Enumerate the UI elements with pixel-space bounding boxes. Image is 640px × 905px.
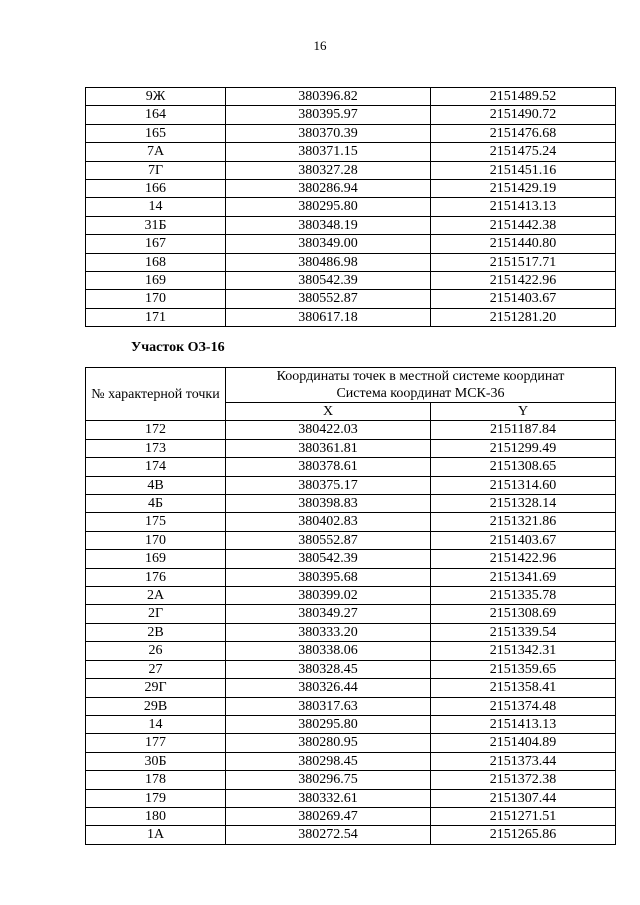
point-number-cell: 168	[86, 253, 226, 271]
x-coordinate-cell: 380361.81	[226, 439, 431, 457]
x-coordinate-cell: 380296.75	[226, 771, 431, 789]
y-coordinate-cell: 2151413.13	[431, 198, 616, 216]
page-number: 16	[313, 38, 327, 53]
point-number-cell: 31Б	[86, 216, 226, 234]
table-row	[86, 807, 616, 825]
x-coordinate-cell: 380269.47	[226, 807, 431, 825]
table-row	[86, 161, 616, 179]
table-row	[86, 495, 616, 513]
y-coordinate-cell: 2151308.69	[431, 605, 616, 623]
table-row	[86, 660, 616, 678]
point-number-cell: 167	[86, 235, 226, 253]
y-coordinate-cell: 2151265.86	[431, 826, 616, 844]
point-number-cell: 170	[86, 290, 226, 308]
point-number-cell: 27	[86, 660, 226, 678]
x-coordinate-cell: 380298.45	[226, 752, 431, 770]
point-number-header: № характерной точки	[86, 368, 226, 421]
coordinates-table-continued	[85, 87, 616, 327]
y-coordinate-cell: 2151372.38	[431, 771, 616, 789]
y-column-header: Y	[431, 403, 616, 421]
y-coordinate-cell: 2151358.41	[431, 679, 616, 697]
point-number-cell: 178	[86, 771, 226, 789]
point-number-cell: 180	[86, 807, 226, 825]
y-coordinate-cell: 2151321.86	[431, 513, 616, 531]
point-number-cell: 7А	[86, 143, 226, 161]
x-coordinate-cell: 380375.17	[226, 476, 431, 494]
x-coordinate-cell: 380332.61	[226, 789, 431, 807]
point-number-cell: 30Б	[86, 752, 226, 770]
table-row	[86, 235, 616, 253]
table-row	[86, 642, 616, 660]
coordinates-table-oz16-body	[86, 421, 616, 844]
y-coordinate-cell: 2151359.65	[431, 660, 616, 678]
point-number-cell: 2Г	[86, 605, 226, 623]
table-row	[86, 308, 616, 326]
x-coordinate-cell: 380280.95	[226, 734, 431, 752]
point-number-cell: 172	[86, 421, 226, 439]
table-row	[86, 421, 616, 439]
y-coordinate-cell: 2151442.38	[431, 216, 616, 234]
y-coordinate-cell: 2151342.31	[431, 642, 616, 660]
x-coordinate-cell: 380286.94	[226, 180, 431, 198]
coordinates-header-line1: Координаты точек в местной системе координат	[276, 369, 565, 384]
y-coordinate-cell: 2151403.67	[431, 531, 616, 549]
table-row	[86, 124, 616, 142]
y-coordinate-cell: 2151476.68	[431, 124, 616, 142]
x-coordinate-cell: 380371.15	[226, 143, 431, 161]
y-coordinate-cell: 2151374.48	[431, 697, 616, 715]
point-number-cell: 14	[86, 715, 226, 733]
point-number-cell: 14	[86, 198, 226, 216]
table-row	[86, 826, 616, 844]
y-coordinate-cell: 2151328.14	[431, 495, 616, 513]
x-coordinate-cell: 380395.97	[226, 106, 431, 124]
y-coordinate-cell: 2151281.20	[431, 308, 616, 326]
table-row	[86, 290, 616, 308]
x-coordinate-cell: 380348.19	[226, 216, 431, 234]
x-coordinate-cell: 380327.28	[226, 161, 431, 179]
y-coordinate-cell: 2151422.96	[431, 272, 616, 290]
x-coordinate-cell: 380349.00	[226, 235, 431, 253]
table-row	[86, 180, 616, 198]
y-coordinate-cell: 2151440.80	[431, 235, 616, 253]
y-coordinate-cell: 2151335.78	[431, 587, 616, 605]
table-row	[86, 531, 616, 549]
point-number-cell: 173	[86, 439, 226, 457]
y-coordinate-cell: 2151489.52	[431, 88, 616, 106]
table-row	[86, 587, 616, 605]
x-coordinate-cell: 380295.80	[226, 198, 431, 216]
table-row	[86, 476, 616, 494]
table-row	[86, 88, 616, 106]
y-coordinate-cell: 2151517.71	[431, 253, 616, 271]
point-number-cell: 2В	[86, 623, 226, 641]
y-coordinate-cell: 2151299.49	[431, 439, 616, 457]
y-coordinate-cell: 2151308.65	[431, 458, 616, 476]
table-row	[86, 458, 616, 476]
x-coordinate-cell: 380542.39	[226, 272, 431, 290]
table-header-row	[86, 368, 616, 403]
point-number-cell: 1А	[86, 826, 226, 844]
table-row	[86, 272, 616, 290]
x-coordinate-cell: 380617.18	[226, 308, 431, 326]
table-row	[86, 623, 616, 641]
x-coordinate-cell: 380396.82	[226, 88, 431, 106]
y-coordinate-cell: 2151451.16	[431, 161, 616, 179]
point-number-cell: 164	[86, 106, 226, 124]
table-row	[86, 734, 616, 752]
point-number-cell: 7Г	[86, 161, 226, 179]
table-row	[86, 439, 616, 457]
point-number-cell: 166	[86, 180, 226, 198]
section-title: Участок ОЗ-16	[131, 340, 225, 355]
point-number-cell: 176	[86, 568, 226, 586]
x-coordinate-cell: 380328.45	[226, 660, 431, 678]
y-coordinate-cell: 2151373.44	[431, 752, 616, 770]
point-number-cell: 4Б	[86, 495, 226, 513]
x-column-header: X	[226, 403, 431, 421]
table-row	[86, 513, 616, 531]
point-number-cell: 4В	[86, 476, 226, 494]
y-coordinate-cell: 2151271.51	[431, 807, 616, 825]
table-row	[86, 143, 616, 161]
point-number-cell: 175	[86, 513, 226, 531]
point-number-cell: 165	[86, 124, 226, 142]
x-coordinate-cell: 380486.98	[226, 253, 431, 271]
coordinates-header	[226, 368, 616, 403]
y-coordinate-cell: 2151413.13	[431, 715, 616, 733]
table-row	[86, 605, 616, 623]
point-number-cell: 179	[86, 789, 226, 807]
x-coordinate-cell: 380370.39	[226, 124, 431, 142]
table-row	[86, 679, 616, 697]
x-coordinate-cell: 380398.83	[226, 495, 431, 513]
x-coordinate-cell: 380552.87	[226, 531, 431, 549]
y-coordinate-cell: 2151314.60	[431, 476, 616, 494]
point-number-cell: 29В	[86, 697, 226, 715]
x-coordinate-cell: 380422.03	[226, 421, 431, 439]
coordinates-header-line2: Система координат МСК-36	[336, 386, 505, 401]
x-coordinate-cell: 380399.02	[226, 587, 431, 605]
x-coordinate-cell: 380295.80	[226, 715, 431, 733]
table-row	[86, 771, 616, 789]
x-coordinate-cell: 380402.83	[226, 513, 431, 531]
x-coordinate-cell: 380333.20	[226, 623, 431, 641]
y-coordinate-cell: 2151490.72	[431, 106, 616, 124]
y-coordinate-cell: 2151307.44	[431, 789, 616, 807]
point-number-cell: 2А	[86, 587, 226, 605]
table-row	[86, 752, 616, 770]
x-coordinate-cell: 380326.44	[226, 679, 431, 697]
y-coordinate-cell: 2151341.69	[431, 568, 616, 586]
x-coordinate-cell: 380542.39	[226, 550, 431, 568]
x-coordinate-cell: 380552.87	[226, 290, 431, 308]
table-row	[86, 568, 616, 586]
point-number-cell: 170	[86, 531, 226, 549]
x-coordinate-cell: 380378.61	[226, 458, 431, 476]
point-number-cell: 174	[86, 458, 226, 476]
y-coordinate-cell: 2151475.24	[431, 143, 616, 161]
table-header	[86, 368, 616, 421]
point-number-cell: 177	[86, 734, 226, 752]
point-number-cell: 29Г	[86, 679, 226, 697]
point-number-cell: 169	[86, 550, 226, 568]
table-row	[86, 715, 616, 733]
y-coordinate-cell: 2151429.19	[431, 180, 616, 198]
table-row	[86, 253, 616, 271]
point-number-cell: 9Ж	[86, 88, 226, 106]
x-coordinate-cell: 380349.27	[226, 605, 431, 623]
table-row	[86, 216, 616, 234]
point-number-cell: 169	[86, 272, 226, 290]
table-row	[86, 789, 616, 807]
y-coordinate-cell: 2151339.54	[431, 623, 616, 641]
point-number-cell: 171	[86, 308, 226, 326]
table-row	[86, 550, 616, 568]
x-coordinate-cell: 380338.06	[226, 642, 431, 660]
y-coordinate-cell: 2151403.67	[431, 290, 616, 308]
coordinates-table-continued-body	[86, 88, 616, 327]
point-number-cell: 26	[86, 642, 226, 660]
y-coordinate-cell: 2151404.89	[431, 734, 616, 752]
y-coordinate-cell: 2151422.96	[431, 550, 616, 568]
table-row	[86, 697, 616, 715]
table-row	[86, 198, 616, 216]
x-coordinate-cell: 380272.54	[226, 826, 431, 844]
x-coordinate-cell: 380395.68	[226, 568, 431, 586]
x-coordinate-cell: 380317.63	[226, 697, 431, 715]
coordinates-table-oz16	[85, 367, 616, 845]
y-coordinate-cell: 2151187.84	[431, 421, 616, 439]
table-row	[86, 106, 616, 124]
